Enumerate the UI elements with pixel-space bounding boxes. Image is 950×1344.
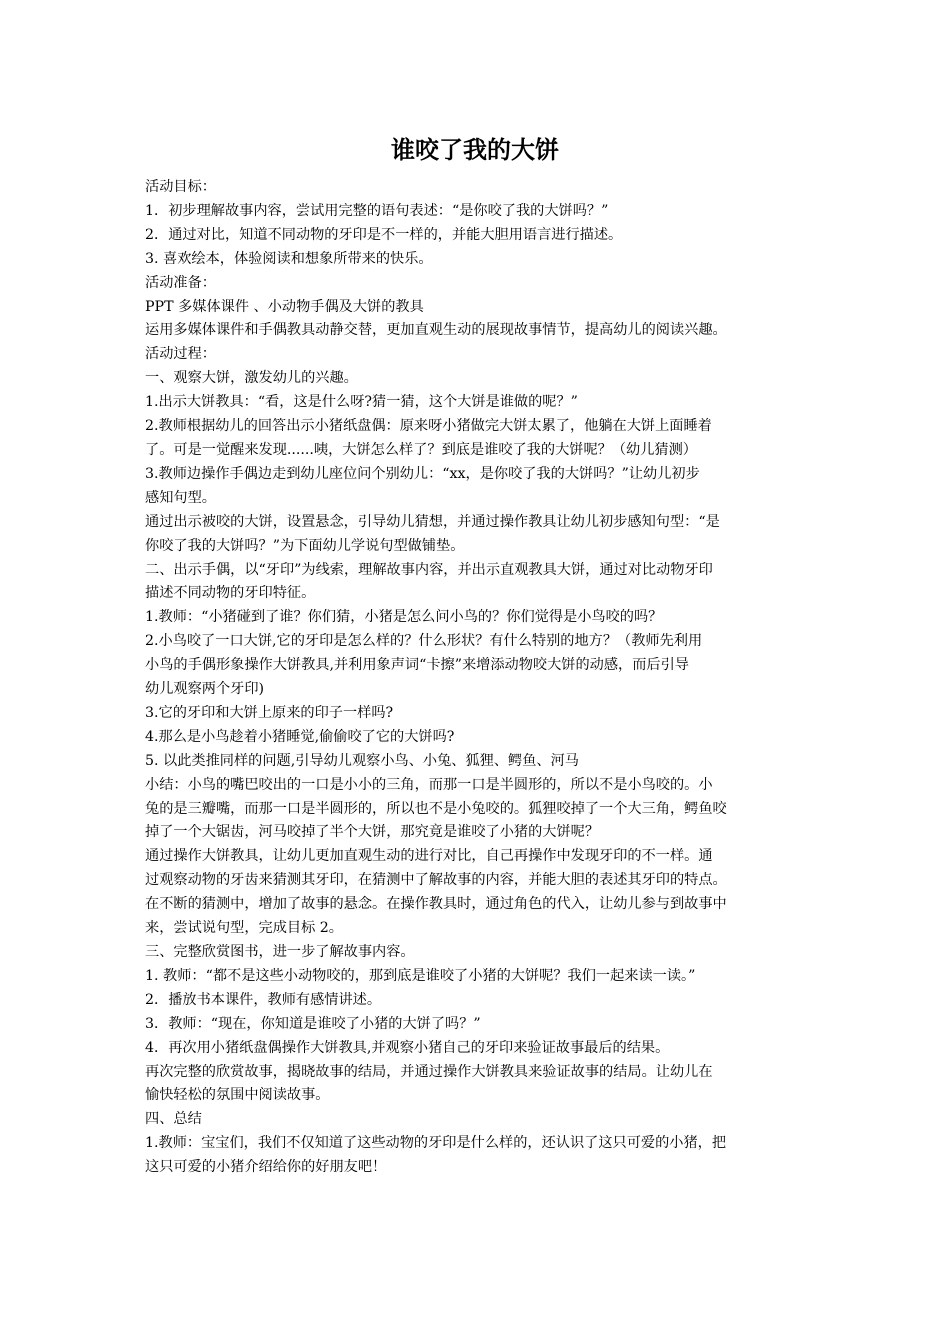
text-line: 你咬了我的大饼吗？”为下面幼儿学说句型做铺垫。	[145, 537, 465, 554]
text-line: 在不断的猜测中，增加了故事的悬念。在操作教具时，通过角色的代入，让幼儿参与到故事中	[145, 896, 727, 913]
text-line: 小鸟的手偶形象操作大饼教具,并利用象声词“卡擦”来增添动物咬大饼的动感，而后引导	[145, 657, 689, 674]
text-line: 活动过程：	[145, 346, 216, 363]
text-line: 3. 喜欢绘本，体验阅读和想象所带来的快乐。	[145, 250, 433, 267]
text-line: 1.教师：“小猪碰到了谁？你们猜，小猪是怎么问小鸟的？你们觉得是小鸟咬的吗？	[145, 609, 663, 626]
document-title: 谁咬了我的大饼	[391, 136, 559, 164]
text-line: 1.教师：宝宝们，我们不仅知道了这些动物的牙印是什么样的，还认识了这只可爱的小猪，把	[145, 1135, 727, 1152]
text-line: 兔的是三瓣嘴，而那一口是半圆形的，所以也不是小兔咬的。狐狸咬掉了一个大三角，鳄鱼咬	[145, 800, 727, 817]
text-line: 通过出示被咬的大饼，设置悬念，引导幼儿猜想，并通过操作教具让幼儿初步感知句型：“是	[145, 513, 720, 530]
text-line: 1. 教师：“都不是这些小动物咬的，那到底是谁咬了小猪的大饼呢？我们一起来读一读。”	[145, 967, 696, 984]
text-line: 运用多媒体课件和手偶教具动静交替，更加直观生动的展现故事情节，提高幼儿的阅读兴趣。	[145, 322, 727, 339]
text-line: 三、完整欣赏图书，进一步了解故事内容。	[145, 944, 415, 960]
text-line: 3．教师：“现在，你知道是谁咬了小猪的大饼了吗？”	[145, 1015, 481, 1032]
text-line: 活动目标：	[145, 179, 216, 195]
text-line: 5. 以此类推同样的问题,引导幼儿观察小鸟、小兔、狐狸、鳄鱼、河马	[145, 752, 579, 769]
text-line: 再次完整的欣赏故事，揭晓故事的结局，并通过操作大饼教具来验证故事的结局。让幼儿在	[145, 1063, 713, 1080]
text-line: 1.出示大饼教具：“看，这是什么呀?猜一猜，这个大饼是谁做的呢？”	[145, 394, 578, 411]
text-line: 一、观察大饼，激发幼儿的兴趣。	[145, 370, 358, 387]
text-line: 愉快轻松的氛围中阅读故事。	[145, 1087, 330, 1104]
text-line: 描述不同动物的牙印特征。	[145, 585, 316, 602]
text-line: 4．再次用小猪纸盘偶操作大饼教具,并观察小猪自己的牙印来验证故事最后的结果。	[145, 1039, 670, 1056]
text-line: 通过操作大饼教具，让幼儿更加直观生动的进行对比，自己再操作中发现牙印的不一样。通	[145, 848, 713, 865]
text-line: 3.它的牙印和大饼上原来的印子一样吗?	[145, 704, 394, 721]
text-line: 活动准备：	[145, 274, 216, 291]
text-line: 2.小鸟咬了一口大饼,它的牙印是怎么样的？什么形状？有什么特别的地方？（教师先利用	[145, 633, 703, 650]
text-line: 二、出示手偶，以“牙印”为线索，理解故事内容，并出示直观教具大饼，通过对比动物牙印	[145, 561, 713, 578]
text-line: 四、总结	[145, 1111, 202, 1128]
text-line: 掉了一个大锯齿，河马咬掉了半个大饼，那究竟是谁咬了小猪的大饼呢？	[145, 824, 600, 841]
text-line: 3.教师边操作手偶边走到幼儿座位问个别幼儿：“xx，是你咬了我的大饼吗？”让幼儿初步	[145, 465, 700, 482]
text-line: 过观察动物的牙齿来猜测其牙印，在猜测中了解故事的内容，并能大胆的表述其牙印的特点。	[145, 872, 727, 889]
document-body	[145, 176, 825, 1180]
text-line: 2．播放书本课件，教师有感情讲述。	[145, 991, 382, 1008]
text-line: 2．通过对比，知道不同动物的牙印是不一样的，并能大胆用语言进行描述。	[145, 226, 623, 243]
text-line: 这只可爱的小猪介绍给你的好朋友吧！	[145, 1159, 387, 1176]
text-line: 1．初步理解故事内容，尝试用完整的语句表述：“是你咬了我的大饼吗？”	[145, 202, 609, 219]
text-line: 2.教师根据幼儿的回答出示小猪纸盘偶：原来呀小猪做完大饼太累了，他躺在大饼上面睡着	[145, 418, 712, 435]
text-line: 4.那么是小鸟趁着小猪睡觉,偷偷咬了它的大饼吗?	[145, 728, 455, 745]
text-line: 小结：小鸟的嘴巴咬出的一口是小小的三角，而那一口是半圆形的，所以不是小鸟咬的。小	[145, 776, 713, 793]
text-line: 来，尝试说句型，完成目标 2。	[145, 920, 343, 937]
text-line: 感知句型。	[145, 489, 216, 506]
text-line: PPT 多媒体课件 、小动物手偶及大饼的教具	[145, 298, 424, 315]
text-line: 幼儿观察两个牙印)	[145, 681, 265, 698]
text-line: 了。可是一觉醒来发现......咦，大饼怎么样了？到底是谁咬了我的大饼呢？（幼儿猜测）	[145, 441, 697, 458]
